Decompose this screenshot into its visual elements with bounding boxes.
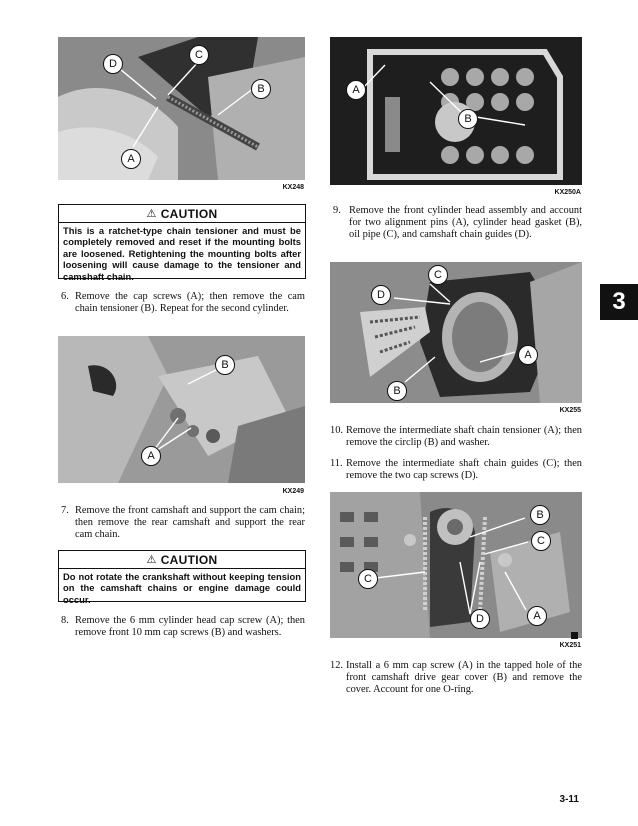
step-number: 7. [61,505,69,516]
callout-b: B [215,355,235,375]
photo-cylinder-gasket [330,262,582,403]
section-tab: 3 [600,284,638,320]
callout-b: B [251,79,271,99]
warning-icon: ⚠ [146,554,157,566]
step-number: 9. [333,205,341,216]
callout-a: A [346,80,366,100]
step-text: Remove the cap screws (A); then remove the cam chain tensioner (B). Repeat for the second cylinder. [75,291,305,315]
caution-title: CAUTION [160,552,218,567]
callout-b: B [530,505,550,525]
step-number: 8. [61,615,69,626]
step-text: Remove the intermediate shaft chain guides (C); then remove the two cap screws (D). [346,458,582,482]
page-number: 3-11 [559,794,579,805]
callout-a: A [121,149,141,169]
callout-a: A [518,345,538,365]
step-text: Install a 6 mm cap screw (A) in the tapped hole of the front camshaft drive gear cover (B) and remove the cover. Account for one O-ring. [346,660,582,696]
square-marker-icon [571,632,578,639]
caution-text: This is a ratchet-type chain tensioner and must be completely removed and reset if the mounting bolts are loosened. Retightening the mounting bolts after loosening will cause damage to the tensioner and camshaft chain. [63,225,301,282]
caution-title: CAUTION [160,206,218,221]
photo-code: KX249 [282,488,304,495]
callout-c: C [428,265,448,285]
step-number: 11. [330,458,343,469]
step-number: 10. [330,425,343,436]
callout-d: D [103,54,123,74]
callout-b: B [387,381,407,401]
caution-text: Do not rotate the crankshaft without keeping tension on the camshaft chains or engine damage could occur. [63,571,301,605]
photo-code: KX255 [559,407,581,414]
step-number: 6. [61,291,69,302]
caution-heading [59,205,305,223]
photo-code: KX250A [554,189,581,196]
callout-d: D [470,609,490,629]
step-8 [61,615,305,639]
callout-c: C [531,531,551,551]
step-9 [333,205,582,242]
step-text: Remove the 6 mm cylinder head cap screw (A); then remove front 10 mm cap screws (B) and washers. [75,615,305,639]
photo-chain-tensioner [58,37,305,180]
callout-c: C [189,45,209,65]
caution-heading [59,551,305,569]
photo-code: KX251 [559,642,581,649]
callout-a: A [527,606,547,626]
step-number: 12. [330,660,343,671]
photo-cylinder-head [330,37,582,185]
photo-code: KX248 [282,184,304,191]
callout-c: C [358,569,378,589]
caution-box [58,550,306,605]
step-6 [61,291,305,315]
callout-b: B [458,109,478,129]
callout-a: A [141,446,161,466]
step-text: Remove the intermediate shaft chain tensioner (A); then remove the circlip (B) and washer. [346,425,582,449]
warning-icon: ⚠ [146,208,157,220]
callout-d: D [371,285,391,305]
step-text: Remove the front cylinder head assembly and account for two alignment pins (A), cylinder head gasket (B), oil pipe (C), and camshaft chain guides (D). [349,205,582,241]
photo-cap-screws [58,336,305,483]
step-11 [330,458,582,482]
step-10 [330,425,582,449]
step-text: Remove the front camshaft and support the cam chain; then remove the rear camshaft and support the rear cam chain. [75,505,305,541]
step-7 [61,505,305,542]
caution-box [58,204,306,282]
step-12 [330,660,582,697]
